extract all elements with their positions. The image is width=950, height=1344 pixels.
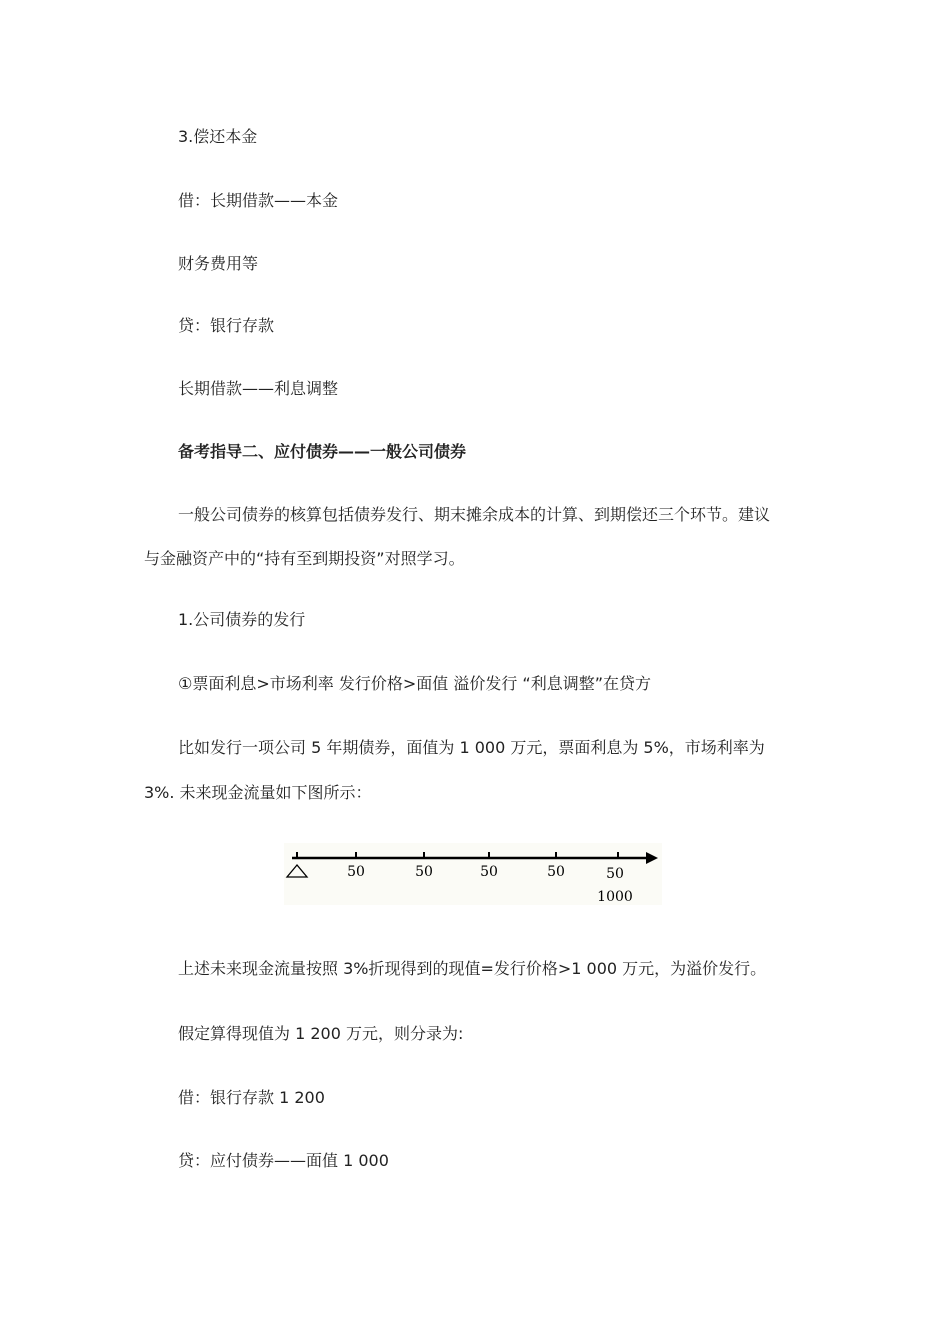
entry-finance-expense: 财务费用等: [178, 254, 259, 273]
entry-debit-long-term-loan: 借：长期借款——本金: [178, 191, 339, 210]
entry-credit-bonds-face-value: 贷：应付债券——面值 1 000: [178, 1151, 389, 1170]
entry-debit-bank-deposit: 借：银行存款 1 200: [178, 1088, 325, 1107]
paragraph-intro-line-2: 与金融资产中的“持有至到期投资”对照学习。: [144, 549, 465, 568]
cash-flow-label: 50: [480, 864, 498, 880]
subsection-repay-principal: 3.偿还本金: [178, 127, 258, 146]
entry-interest-adjustment: 长期借款——利息调整: [178, 379, 339, 398]
assumed-value-statement: 假定算得现值为 1 200 万元，则分录为:: [178, 1024, 464, 1043]
subsection-bond-issuance: 1.公司债券的发行: [178, 610, 306, 629]
premium-issuance-rule: ①票面利息>市场利率 发行价格>面值 溢价发行 “利息调整”在贷方: [178, 674, 651, 693]
paragraph-example-line-1: 比如发行一项公司 5 年期债券，面值为 1 000 万元，票面利息为 5%，市场利率为: [178, 738, 765, 757]
cash-flow-label: 50: [415, 864, 433, 880]
present-value-statement: 上述未来现金流量按照 3%折现得到的现值=发行价格>1 000 万元，为溢价发行。: [178, 959, 767, 978]
cash-flow-label: 50: [547, 864, 565, 880]
principal-label: 1000: [597, 889, 633, 905]
cash-flow-timeline-figure: [284, 843, 662, 905]
cash-flow-label: 50: [347, 864, 365, 880]
paragraph-intro-line-1: 一般公司债券的核算包括债券发行、期末摊余成本的计算、到期偿还三个环节。建议: [178, 505, 771, 524]
section-heading: 备考指导二、应付债券——一般公司债券: [178, 442, 467, 461]
paragraph-example-line-2: 3%. 未来现金流量如下图所示：: [144, 783, 372, 802]
entry-credit-bank-deposit: 贷：银行存款: [178, 316, 275, 335]
cash-flow-label: 50: [606, 866, 624, 882]
